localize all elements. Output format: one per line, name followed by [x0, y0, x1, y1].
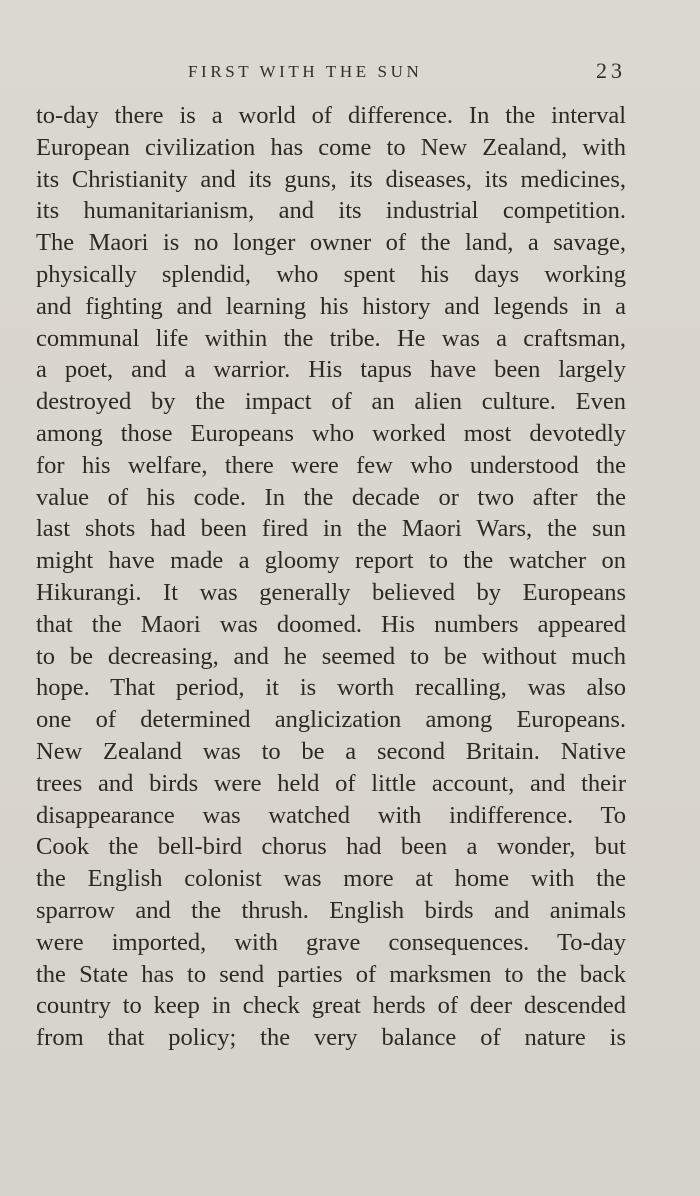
text-line: physically splendid, who spent his days working	[36, 260, 626, 288]
text-line: last shots had been fired in the Maori Wars, the sun	[36, 515, 626, 543]
text-line: a poet, and a warrior. His tapus have been largely	[36, 356, 626, 384]
text-line: hope. That period, it is worth recalling, was also	[36, 674, 626, 702]
text-line: its Christianity and its guns, its diseases, its medicines,	[36, 165, 626, 193]
text-line: country to keep in check great herds of deer descended	[36, 992, 626, 1020]
text-line: the State has to send parties of marksmen to the back	[36, 960, 626, 988]
text-line: Hikurangi. It was generally believed by Europeans	[36, 578, 626, 606]
text-line: from that policy; the very balance of nature is	[36, 1024, 626, 1052]
text-line: Cook the bell-bird chorus had been a wonder, but	[36, 833, 626, 861]
text-line: disappearance was watched with indifference. To	[36, 801, 626, 829]
text-line: value of his code. In the decade or two after the	[36, 483, 626, 511]
text-line: its humanitarianism, and its industrial competition.	[36, 197, 626, 225]
text-line: The Maori is no longer owner of the land, a savage,	[36, 229, 626, 257]
text-line: to-day there is a world of difference. In the interval	[36, 102, 626, 129]
text-line: and fighting and learning his history and legends in a	[36, 292, 626, 320]
text-line: destroyed by the impact of an alien culture. Even	[36, 388, 626, 416]
text-line: New Zealand was to be a second Britain. Native	[36, 737, 626, 765]
running-title: FIRST WITH THE SUN	[188, 62, 423, 81]
text-line: among those Europeans who worked most devotedly	[36, 419, 626, 447]
text-line: were imported, with grave consequences. To-day	[36, 928, 626, 956]
page-number: 23	[596, 58, 626, 83]
running-head	[0, 58, 700, 88]
text-line: European civilization has come to New Zealand, with	[36, 133, 626, 161]
text-line: to be decreasing, and he seemed to be without much	[36, 642, 626, 670]
text-line: sparrow and the thrush. English birds and animals	[36, 896, 626, 924]
text-line: one of determined anglicization among Europeans.	[36, 706, 626, 734]
body-text	[36, 100, 626, 1054]
text-line: that the Maori was doomed. His numbers appeared	[36, 610, 626, 638]
text-line: trees and birds were held of little account, and their	[36, 769, 626, 797]
text-line: the English colonist was more at home with the	[36, 865, 626, 893]
text-line: might have made a gloomy report to the watcher on	[36, 547, 626, 575]
text-line: communal life within the tribe. He was a craftsman,	[36, 324, 626, 352]
text-line: for his welfare, there were few who understood the	[36, 451, 626, 479]
